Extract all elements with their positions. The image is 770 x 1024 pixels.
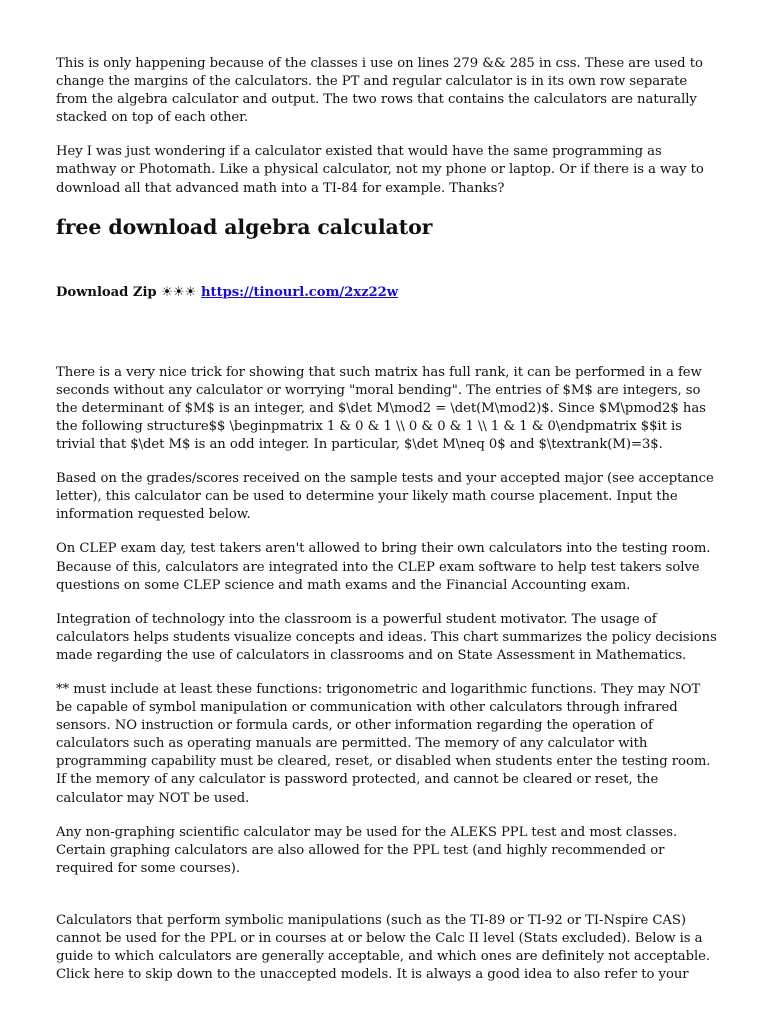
paragraph-matrix-trick: There is a very nice trick for showing that such matrix has full rank, it can be performed in a few seconds without any calculator or worrying "moral bending". The entries of $M$ are integers, so the determinant of $M$ is an integer, and $\det M\mod2 = \det(M\mod2)$. Since $M\pmod2$ has the following structure$$ \beginpmatrix 1 & 0 & 1 \\ 0 & 0 & 1 \\ 1 & 1 & 0\endpmatrix $$it is trivial that $\det M$ is an odd integer. In particular, $\det M\neq 0$ and $\textrank(M)=3$. xyxy=(56,364,706,453)
document-body xyxy=(56,55,720,984)
page-title: free download algebra calculator xyxy=(56,214,433,239)
paragraph-css-classes: This is only happening because of the classes i use on lines 279 && 285 in css. These are used to change the margins of the calculators. the PT and regular calculator is in its own row separate from the algebra calculator and output. The two rows that contains the calculators are naturally stacked on top of each other. xyxy=(56,56,703,126)
paragraph-clep: On CLEP exam day, test takers aren't allowed to bring their own calculators into the testing room. Because of this, calculators are integrated into the CLEP exam software to help test takers solve questions on some CLEP science and math exams and the Financial Accounting exam. xyxy=(56,541,711,593)
spacer xyxy=(56,302,720,364)
paragraph-aleks: Any non-graphing scientific calculator may be used for the ALEKS PPL test and most classes. Certain graphing calculators are also allowed for the PPL test (and highly recommended or required for some courses). xyxy=(56,824,678,876)
download-link[interactable]: https://tinourl.com/2xz22w xyxy=(201,284,399,300)
paragraph-functions: ** must include at least these functions: trigonometric and logarithmic functions. They may NOT be capable of symbol manipulation or communication with other calculators through infrared sensors. NO instruction or formula cards, or other information regarding the operation of calculators such as operating manuals are permitted. The memory of any calculator with programming capability must be cleared, reset, or disabled when students enter the testing room. If the memory of any calculator is password protected, and cannot be cleared or reset, the calculator may NOT be used. xyxy=(56,681,711,806)
download-line xyxy=(56,284,720,302)
paragraph-integration: Integration of technology into the classroom is a powerful student motivator. The usage of calculators helps students visualize concepts and ideas. This chart summarizes the policy decisions made regarding the use of calculators in classrooms and on State Assessment in Mathematics. xyxy=(56,611,717,663)
paragraph-placement: Based on the grades/scores received on the sample tests and your accepted major (see acceptance letter), this calculator can be used to determine your likely math course placement. Input the information requested below. xyxy=(56,471,714,523)
paragraph-physical-calculator: Hey I was just wondering if a calculator existed that would have the same programming as mathway or Photomath. Like a physical calculator, not my phone or laptop. Or if there is a way to download all that advanced math into a TI-84 for example. Thanks? xyxy=(56,144,704,196)
paragraph-symbolic: Calculators that perform symbolic manipulations (such as the TI-89 or TI-92 or TI-Nspire CAS) cannot be used for the PPL or in courses at or below the Calc II level (Stats excluded). Below is a guide to which calculators are generally acceptable, and which ones are definitely not acceptable. Click here to skip down to the unaccepted models. It is always a good idea to also refer to your xyxy=(56,912,711,983)
download-label: Download Zip ☀☀☀ xyxy=(56,284,197,300)
